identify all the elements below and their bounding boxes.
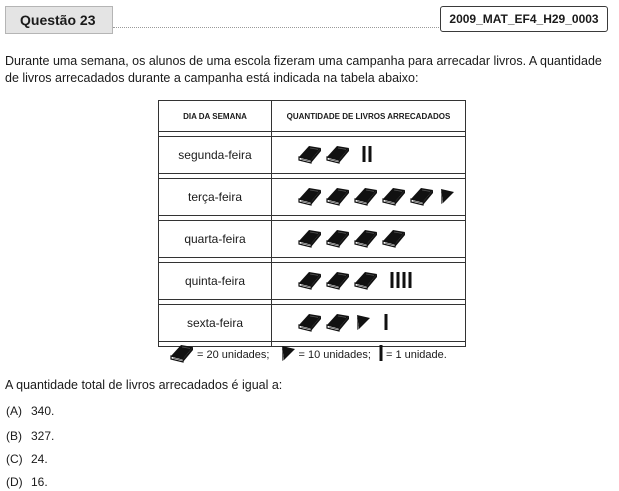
book-icon: [298, 144, 322, 167]
table-row: [159, 305, 466, 342]
legend-half: [281, 343, 378, 366]
table-row: [159, 137, 466, 174]
tally-group: [390, 272, 412, 291]
option-c[interactable]: [6, 452, 48, 466]
book-icon: [354, 186, 378, 209]
option-b[interactable]: [6, 429, 54, 443]
book-icon: [298, 228, 322, 251]
option-d[interactable]: [6, 475, 48, 489]
tally-icon: [396, 272, 400, 291]
day-cell: terça-feira: [159, 179, 272, 216]
option-text: 16.: [31, 475, 48, 489]
table-row: [159, 221, 466, 258]
legend-book: [170, 343, 281, 366]
tally-group: [384, 314, 388, 333]
book-icon: [354, 270, 378, 293]
half-book-icon: [356, 312, 372, 335]
legend-half-text: = 10 unidades;: [298, 348, 371, 361]
book-icon: [410, 186, 434, 209]
question-number-box: [5, 6, 113, 34]
book-icon: [170, 343, 194, 366]
legend-tally-text: = 1 unidade.: [385, 348, 447, 361]
tally-icon: [390, 272, 394, 291]
tally-group: [362, 146, 372, 165]
day-cell: segunda-feira: [159, 137, 272, 174]
tally-icon: [402, 272, 406, 291]
table-row: [159, 263, 466, 300]
option-a[interactable]: [6, 404, 54, 418]
day-cell: quarta-feira: [159, 221, 272, 258]
book-icon: [298, 186, 322, 209]
option-text: 327.: [31, 429, 55, 443]
half-book-icon: [440, 186, 456, 209]
quantity-cell: [272, 221, 466, 258]
option-text: 24.: [31, 452, 48, 466]
col-header-quantity: QUANTIDADE DE LIVROS ARRECADADOS: [272, 101, 466, 132]
half-book-icon: [281, 343, 297, 366]
book-icon: [298, 270, 322, 293]
question-text: A quantidade total de livros arrecadados é igual a:: [5, 378, 283, 392]
book-icon: [326, 186, 350, 209]
tally-icon: [379, 345, 383, 364]
item-code-box: [440, 6, 608, 32]
book-icon: [326, 312, 350, 335]
pictogram-table: [158, 100, 466, 347]
table-row: [159, 179, 466, 216]
book-icon: [298, 312, 322, 335]
option-text: 340.: [31, 404, 55, 418]
book-icon: [382, 228, 406, 251]
tally-icon: [362, 146, 366, 165]
intro-text: Durante uma semana, os alunos de uma escola fizeram uma campanha para arrecadar livros. A quantidade de livros arrecadados durante a campanha está indicada na tabela abaixo:: [5, 54, 602, 85]
book-icon: [326, 228, 350, 251]
option-label: (B): [6, 429, 22, 443]
legend: [170, 343, 447, 366]
quantity-cell: [272, 263, 466, 300]
question-number: Questão 23: [20, 12, 96, 28]
book-icon: [326, 270, 350, 293]
tally-icon: [384, 314, 388, 333]
option-label: (D): [6, 475, 23, 489]
quantity-cell: [272, 305, 466, 342]
col-header-day: DIA DA SEMANA: [159, 101, 272, 132]
option-label: (A): [6, 404, 22, 418]
quantity-cell: [272, 137, 466, 174]
legend-book-text: = 20 unidades;: [197, 348, 270, 361]
option-label: (C): [6, 452, 23, 466]
day-cell: sexta-feira: [159, 305, 272, 342]
quantity-cell: [272, 179, 466, 216]
tally-icon: [368, 146, 372, 165]
book-icon: [382, 186, 406, 209]
tally-icon: [408, 272, 412, 291]
legend-tally: [379, 345, 447, 364]
day-cell: quinta-feira: [159, 263, 272, 300]
item-code: 2009_MAT_EF4_H29_0003: [449, 12, 599, 26]
book-icon: [326, 144, 350, 167]
book-icon: [354, 228, 378, 251]
